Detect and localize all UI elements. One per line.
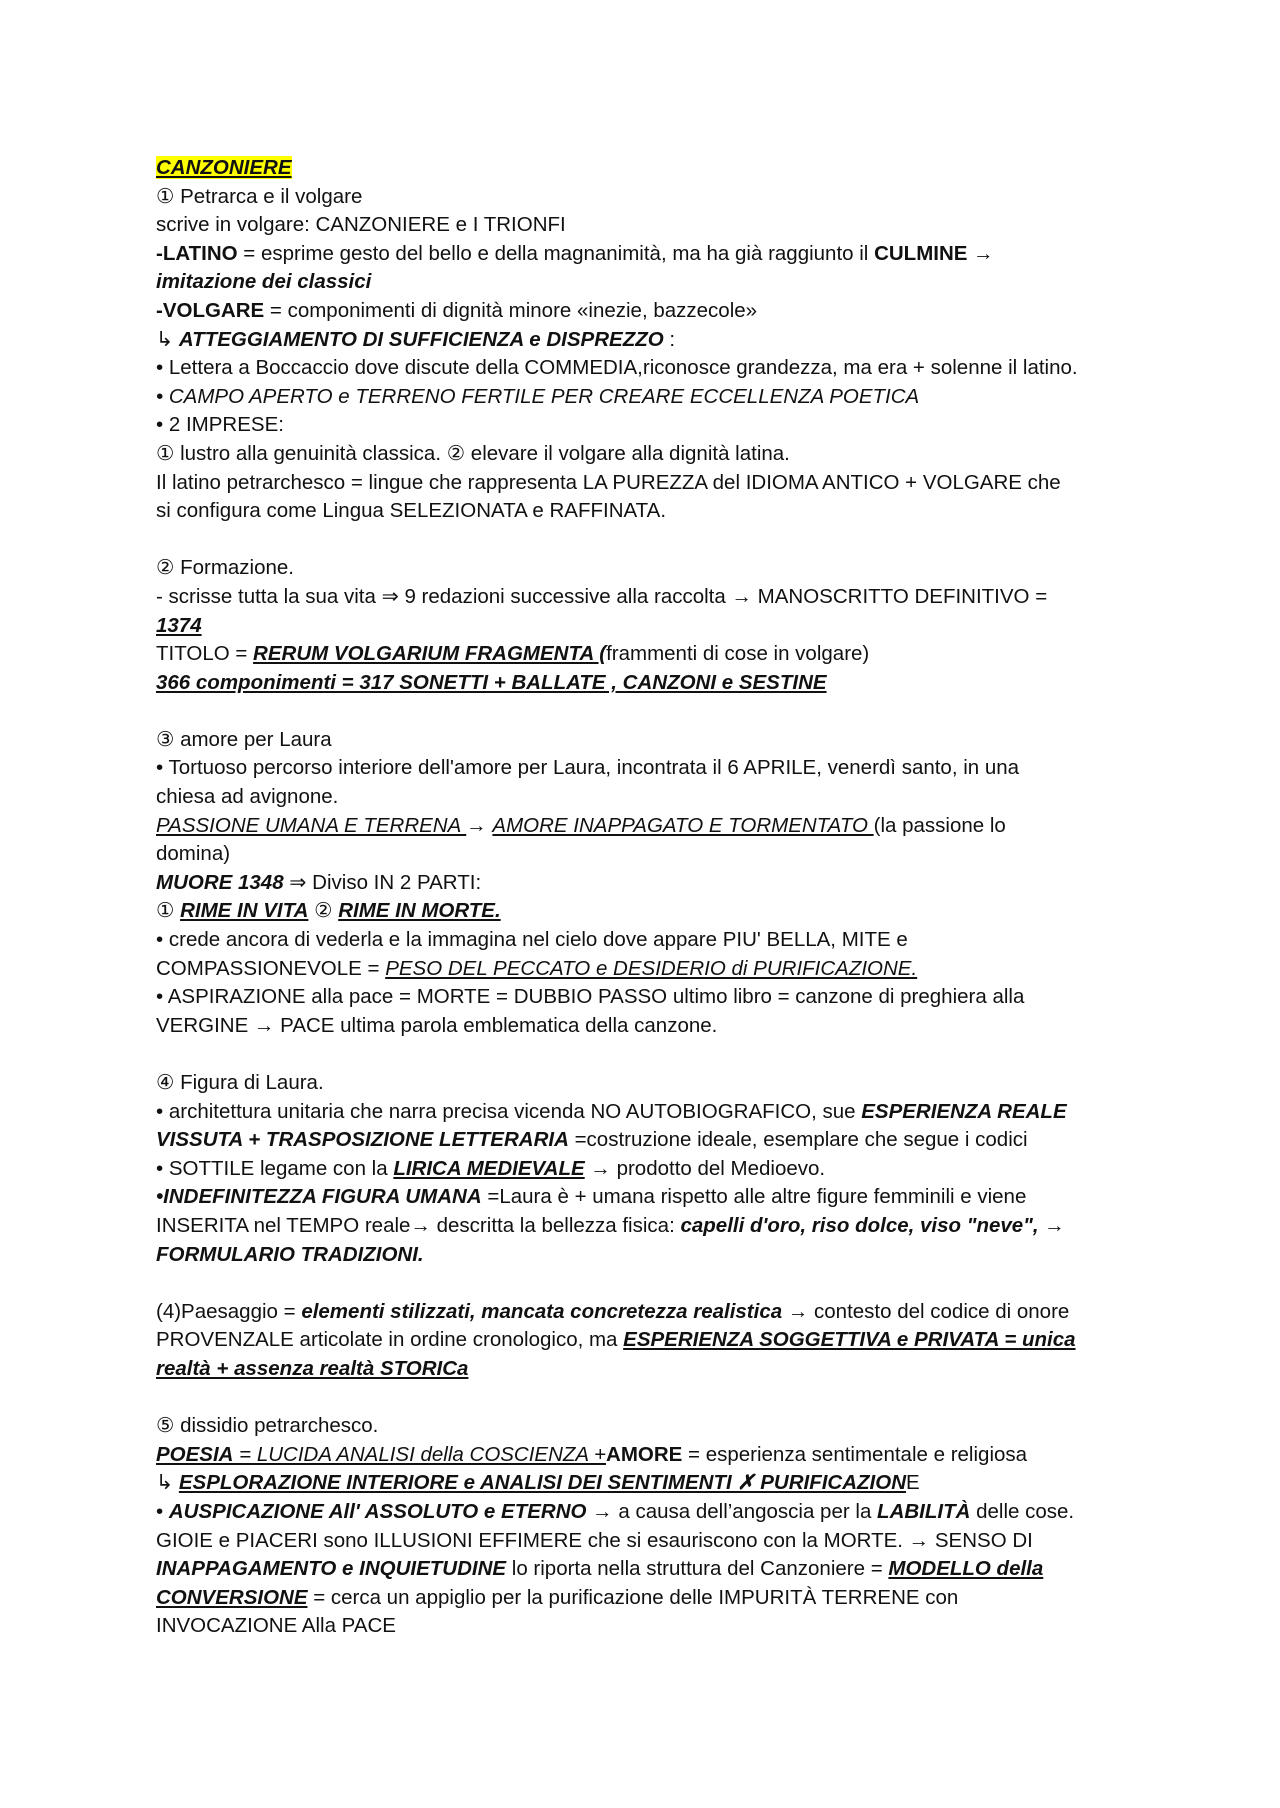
text-line: PROVENZALE articolate in ordine cronologico, ma ESPERIENZA SOGGETTIVA e PRIVATA = unica [156, 1328, 1076, 1352]
bullet-item: • Tortuoso percorso interiore dell'amore per Laura, incontrata il 6 APRILE, venerdì santo, in una [156, 756, 1020, 780]
text-line: -VOLGARE = componimenti di dignità minore «inezie, bazzecole» [156, 298, 758, 322]
text-line: POESIA = LUCIDA ANALISI della COSCIENZA +AMORE = esperienza sentimentale e religiosa [156, 1442, 1028, 1466]
text-line: VERGINE → PACE ultima parola emblematica della canzone. [156, 1013, 718, 1037]
text-line: PASSIONE UMANA E TERRENA → AMORE INAPPAGATO E TORMENTATO (la passione lo [156, 813, 1006, 837]
text-line: INVOCAZIONE Alla PACE [156, 1614, 396, 1638]
bullet-item: • CAMPO APERTO e TERRENO FERTILE PER CREARE ECCELLENZA POETICA [156, 384, 920, 408]
text-line: MUORE 1348 ⇒ Diviso IN 2 PARTI: [156, 870, 482, 894]
text-line: - scrisse tutta la sua vita ⇒ 9 redazioni successive alla raccolta → MANOSCRITTO DEFINITIVO = [156, 584, 1048, 608]
spacer [156, 1269, 1156, 1298]
text-line: domina) [156, 842, 231, 866]
bullet-item: • 2 IMPRESE: [156, 413, 284, 437]
spacer [156, 1040, 1156, 1069]
spacer [156, 1384, 1156, 1413]
text-line: CONVERSIONE = cerca un appiglio per la purificazione delle IMPURITÀ TERRENE con [156, 1585, 959, 1609]
text-line: si configura come Lingua SELEZIONATA e RAFFINATA. [156, 499, 667, 523]
section-heading: ④ Figura di Laura. [156, 1071, 324, 1094]
text-line: -LATINO = esprime gesto del bello e della magnanimità, ma ha già raggiunto il CULMINE → [156, 241, 994, 265]
text-line: imitazione dei classici [156, 270, 372, 294]
text-line: scrive in volgare: CANZONIERE e I TRIONFI [156, 213, 566, 237]
section-heading: ③ amore per Laura [156, 727, 332, 751]
text-line: ① lustro alla genuinità classica. ② elevare il volgare alla dignità latina. [156, 441, 790, 465]
bullet-item: • AUSPICAZIONE All' ASSOLUTO e ETERNO → a causa dell’angoscia per la LABILITÀ delle cose. [156, 1499, 1075, 1523]
text-line: 1374 [156, 613, 202, 637]
text-line: INSERITA nel TEMPO reale→ descritta la bellezza fisica: capelli d'oro, riso dolce, viso "neve", → [156, 1213, 1065, 1237]
text-line: ↳ ATTEGGIAMENTO DI SUFFICIENZA e DISPREZZO : [156, 327, 676, 351]
text-line: VISSUTA + TRASPOSIZIONE LETTERARIA =costruzione ideale, esemplare che segue i codici [156, 1128, 1028, 1152]
section-heading: ⑤ dissidio petrarchesco. [156, 1414, 379, 1438]
spacer [156, 526, 1156, 555]
text-line: COMPASSIONEVOLE = PESO DEL PECCATO e DESIDERIO di PURIFICAZIONE. [156, 956, 918, 980]
document-page [156, 154, 1156, 1641]
bullet-item: • ASPIRAZIONE alla pace = MORTE = DUBBIO PASSO ultimo libro = canzone di preghiera alla [156, 985, 1025, 1009]
bullet-item: • crede ancora di vederla e la immagina nel cielo dove appare PIU' BELLA, MITE e [156, 928, 908, 952]
bullet-item: • SOTTILE legame con la LIRICA MEDIEVALE → prodotto del Medioevo. [156, 1156, 826, 1180]
text-line: TITOLO = RERUM VOLGARIUM FRAGMENTA (frammenti di cose in volgare) [156, 642, 870, 666]
text-line: realtà + assenza realtà STORICa [156, 1356, 469, 1380]
text-line: Il latino petrarchesco = lingue che rappresenta LA PUREZZA del IDIOMA ANTICO + VOLGARE che [156, 470, 1061, 494]
text-line: FORMULARIO TRADIZIONI. [156, 1242, 424, 1266]
bullet-item: •INDEFINITEZZA FIGURA UMANA =Laura è + umana rispetto alle altre figure femminili e viene [156, 1185, 1027, 1209]
text-line: chiesa ad avignone. [156, 785, 339, 809]
text-line: INAPPAGAMENTO e INQUIETUDINE lo riporta nella struttura del Canzoniere = MODELLO della [156, 1557, 1044, 1581]
text-line: ① RIME IN VITA ② RIME IN MORTE. [156, 899, 501, 923]
text-line: GIOIE e PIACERI sono ILLUSIONI EFFIMERE che si esauriscono con la MORTE. → SENSO DI [156, 1528, 1033, 1552]
text-line: (4)Paesaggio = elementi stilizzati, mancata concretezza realistica → contesto del codice di onore [156, 1299, 1070, 1323]
text-line: ↳ ESPLORAZIONE INTERIORE e ANALISI DEI SENTIMENTI ✗ PURIFICAZIONE [156, 1471, 920, 1495]
bullet-item: • Lettera a Boccaccio dove discute della COMMEDIA,riconosce grandezza, ma era + solenne il latino. [156, 356, 1078, 380]
text-line: 366 componimenti = 317 SONETTI + BALLATE , CANZONI e SESTINE [156, 670, 827, 694]
spacer [156, 697, 1156, 726]
section-heading: ② Formazione. [156, 556, 295, 580]
section-heading: ① Petrarca e il volgare [156, 184, 363, 208]
bullet-item: • architettura unitaria che narra precisa vicenda NO AUTOBIOGRAFICO, sue ESPERIENZA REALE [156, 1099, 1067, 1123]
document-title: CANZONIERE [156, 156, 292, 179]
